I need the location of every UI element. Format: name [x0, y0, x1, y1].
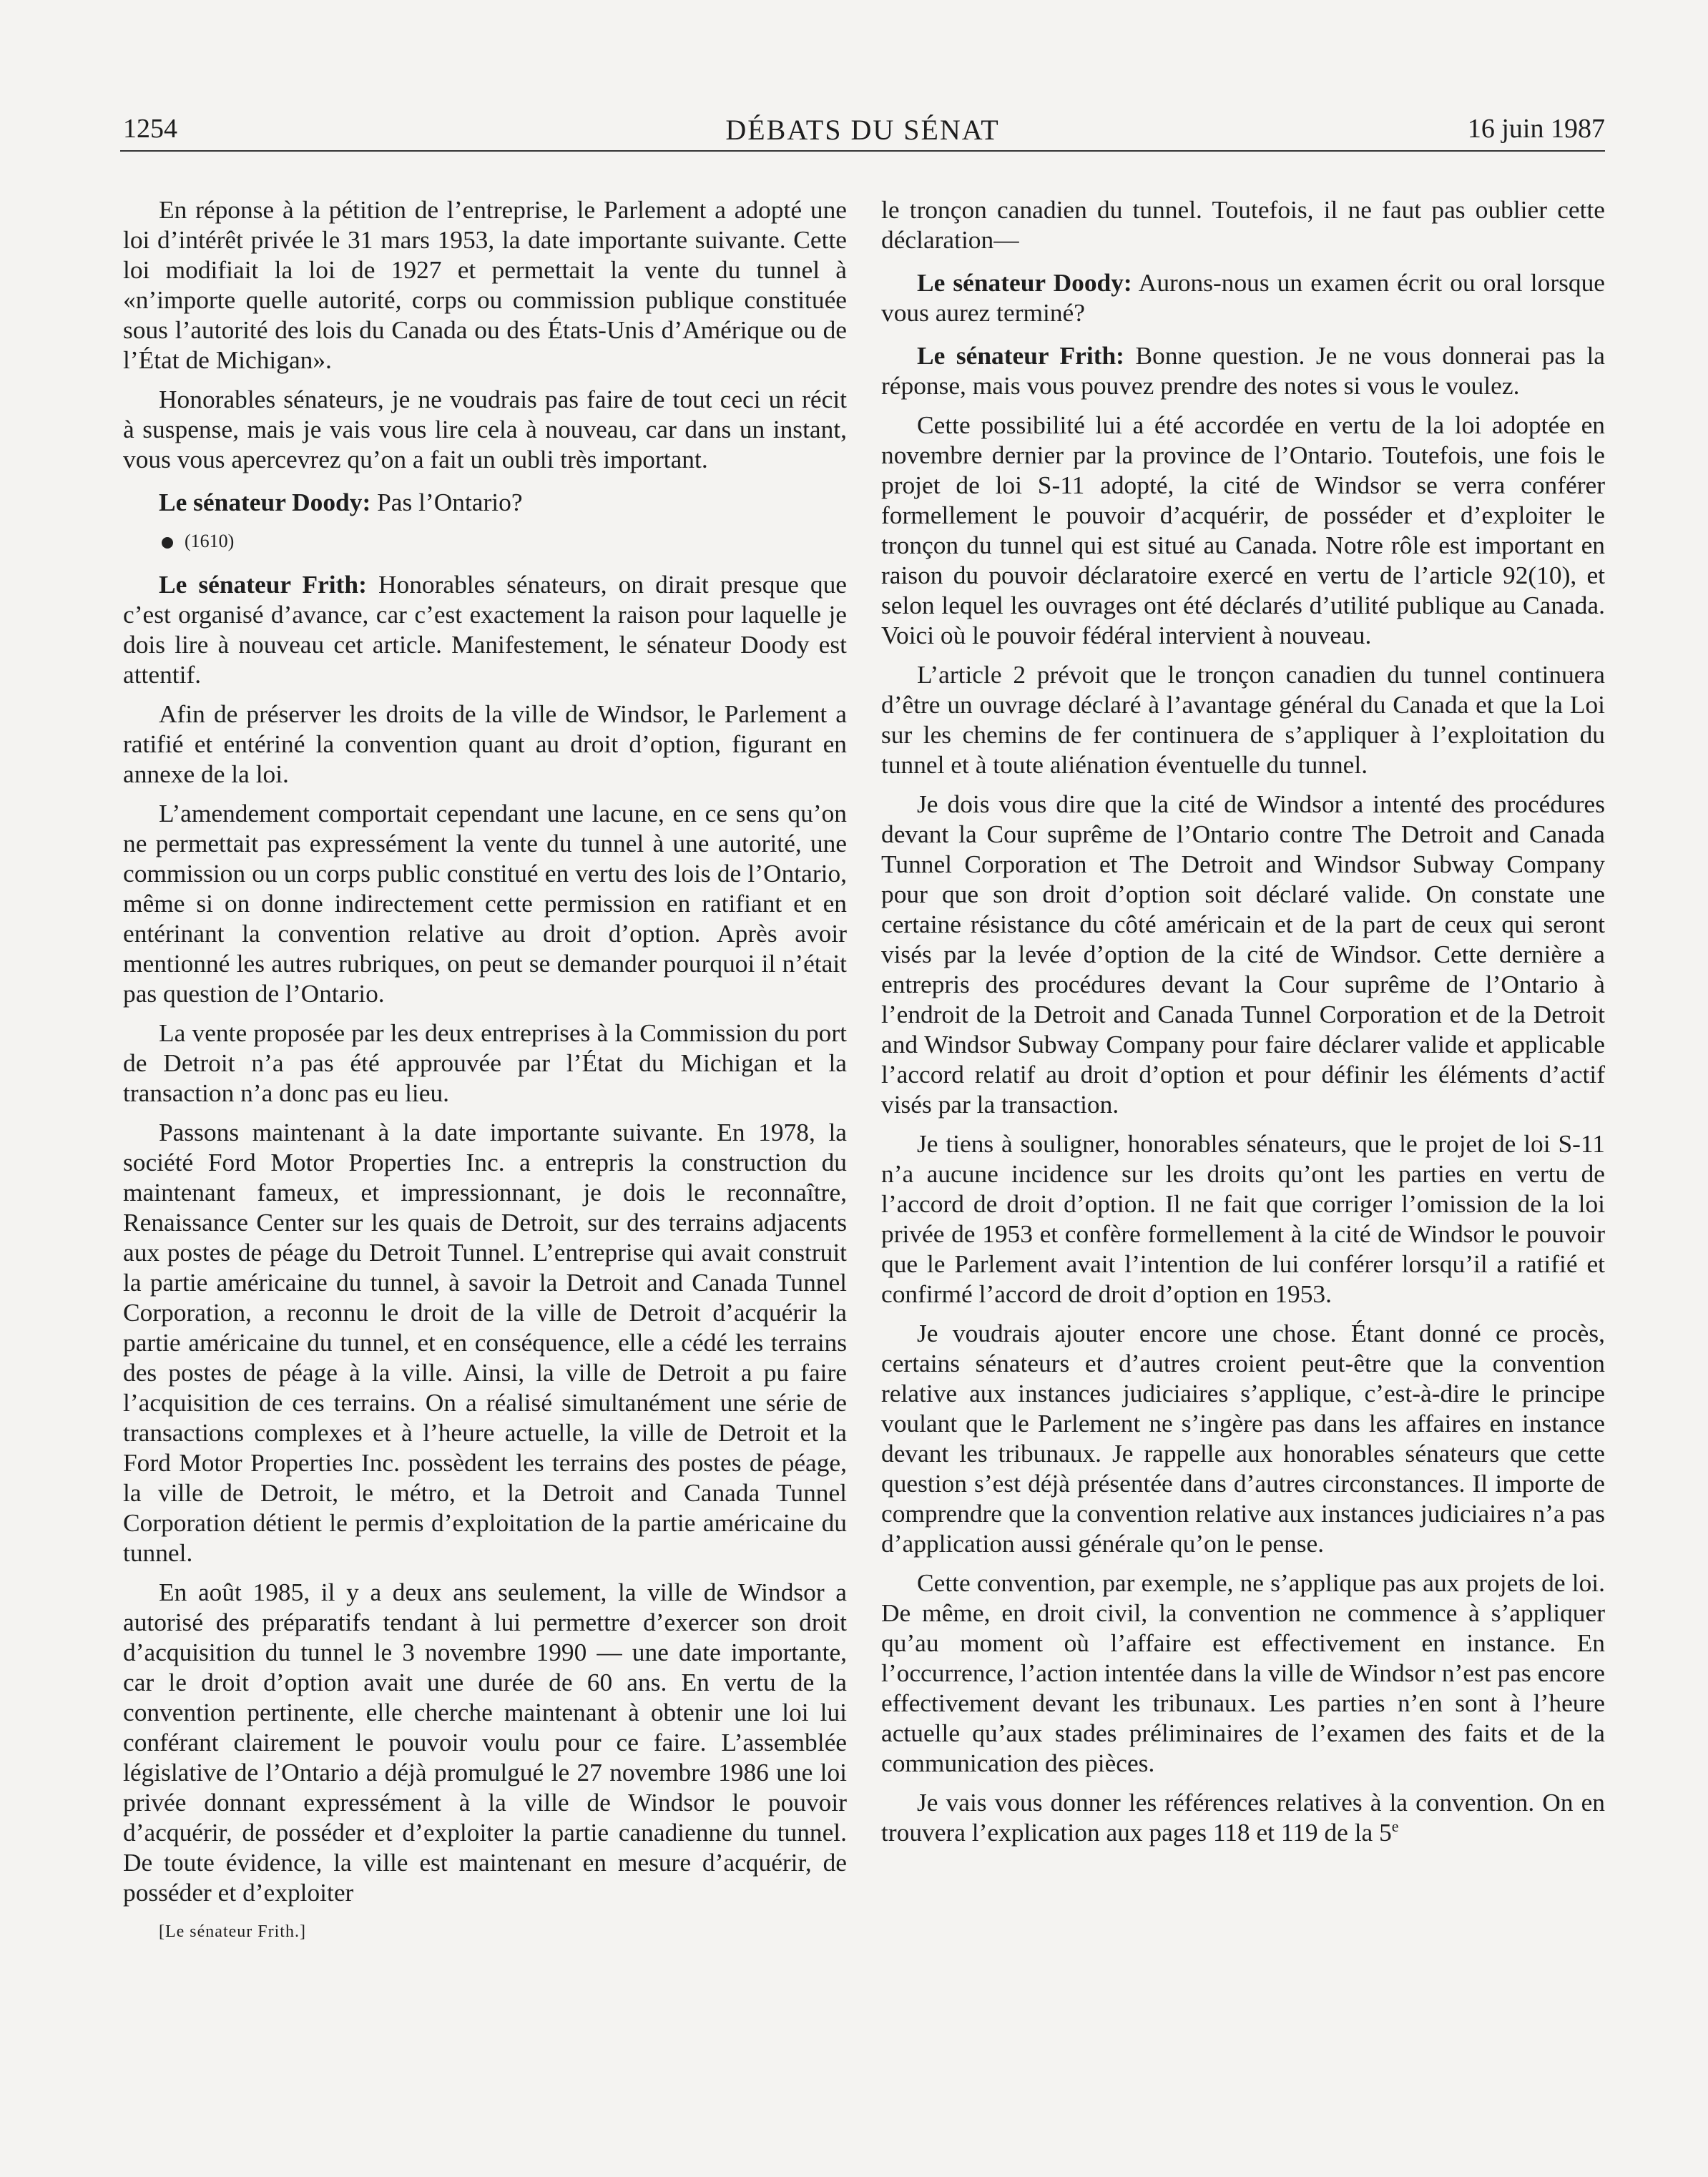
paragraph: Cette possibilité lui a été accordée en vertu de la loi adoptée en novembre dernier par la province de l’Ontario. Toutefois, une fois le projet de loi S-11 adopté, la cité de Windsor se verra conférer formellement le pouvoir d’acquérir, de posséder et d’exploiter le tronçon du tunnel qui est situé au Canada. Notre rôle est important en raison du pouvoir déclaratoire exercé en vertu de l’article 92(10), et selon lequel les ouvrages ont été déclarés d’utilité publique au Canada. Voici où le pouvoir fédéral intervient à nouveau.	[881, 411, 1605, 649]
paragraph: Passons maintenant à la date importante suivante. En 1978, la société Ford Motor Properties Inc. a entrepris la construction du maintenant fameux, et impressionnant, je dois le reconnaître, Renaissance Center sur les quais de Detroit, sur des terrains adjacents aux postes de péage du Detroit Tunnel. L’entreprise qui avait construit la partie américaine du tunnel, à savoir la Detroit and Canada Tunnel Corporation, a reconnu le droit de la ville de Detroit d’acquérir la partie américaine du tunnel, et en conséquence, elle a cédé les terrains des postes de péage à la ville. Ainsi, la ville de Detroit a pu faire l’acquisition de ces terrains. On a réalisé simultanément une série de transactions complexes et à l’heure actuelle, la ville de Detroit et la Ford Motor Properties Inc. possèdent les terrains des postes de péage, la ville de Detroit, le métro, et la Detroit and Canada Tunnel Corporation détient le permis d’exploitation de la partie américaine du tunnel.	[123, 1118, 847, 1567]
paragraph: Honorables sénateurs, je ne voudrais pas faire de tout ceci un récit à suspense, mais je vais vous lire cela à nouveau, car dans un instant, vous vous apercevrez qu’on a fait un oubli très important.	[123, 385, 847, 473]
paragraph: Je voudrais ajouter encore une chose. Étant donné ce procès, certains sénateurs et d’autres croient peut-être que la convention relative aux instances judiciaires s’applique, c’est-à-dire le principe voulant que le Parlement ne s’ingère pas dans les affaires en instance devant les tribunaux. Je rappelle aux honorables sénateurs que cette question s’est déjà présentée dans d’autres circonstances. Il importe de comprendre que la convention relative aux instances judiciaires n’a pas d’application aussi générale qu’on le pense.	[881, 1319, 1605, 1558]
speaker-name: Le sénateur Frith:	[917, 341, 1124, 370]
superscript: e	[1391, 1817, 1399, 1836]
speech-doody	[123, 487, 847, 517]
paragraph: Je tiens à souligner, honorables sénateurs, que le projet de loi S-11 n’a aucune incidence sur les droits qu’ont les parties en vertu de l’accord de droit d’option. Il ne fait que corriger l’omission de la loi privée de 1953 et confère formellement à la cité de Windsor le pouvoir que le Parlement avait l’intention de lui conférer lorsqu’il a ratifié et confirmé l’accord de droit d’option en 1953.	[881, 1129, 1605, 1308]
speech-doody	[881, 267, 1605, 328]
speech-text: Bonne question. Je ne vous donnerai pas la réponse, mais vous pouvez prendre des notes si vous le voulez.	[881, 341, 1606, 400]
paragraph: Cette convention, par exemple, ne s’applique pas aux projets de loi. De même, en droit civil, la convention ne commence à s’appliquer qu’au moment où l’affaire est effectivement en instance. En l’occurrence, l’action intentée dans la ville de Windsor n’est pas encore effectivement devant les tribunaux. Les parties n’en sont à l’heure actuelle qu’aux stades préliminaires de l’examen des faits et de la communication des pièces.	[881, 1568, 1605, 1777]
paragraph-continued: le tronçon canadien du tunnel. Toutefois, il ne faut pas oublier cette déclaration—	[881, 195, 1605, 254]
paragraph: L’article 2 prévoit que le tronçon canadien du tunnel continuera d’être un ouvrage déclaré à l’avantage général du Canada et que la Loi sur les chemins de fer continuera de s’appliquer à l’exploitation du tunnel et à toute aliénation éventuelle du tunnel.	[881, 660, 1605, 779]
speech-text: Honorables sénateurs, on dirait presque que c’est organisé d’avance, car c’est exactement la raison pour laquelle je dois lire à nouveau cet article. Manifestement, le sénateur Doody est attentif.	[123, 570, 848, 689]
paragraph: En réponse à la pétition de l’entreprise, le Parlement a adopté une loi d’intérêt privée le 31 mars 1953, la date importante suivante. Cette loi modifiait la loi de 1927 et permettait la vente du tunnel à «n’importe quelle autorité, corps ou commission publique constituée sous l’autorité des lois du Canada ou des États-Unis d’Amérique ou de l’État de Michigan».	[123, 195, 847, 374]
speaker-name: Le sénateur Doody:	[917, 268, 1132, 297]
paragraph	[881, 1787, 1605, 1847]
page-header	[120, 107, 1605, 152]
publication-date: 16 juin 1987	[1467, 114, 1605, 144]
paragraph: La vente proposée par les deux entreprises à la Commission du port de Detroit n’a pas été approuvée par l’État du Michigan et la transaction n’a donc pas eu lieu.	[123, 1018, 847, 1107]
paragraph: Je dois vous dire que la cité de Windsor a intenté des procédures devant la Cour suprême de l’Ontario contre The Detroit and Canada Tunnel Corporation et The Detroit and Windsor Subway Company pour que son droit d’option soit déclaré valide. On constate une certaine résistance du côté américain et de la part de ceux qui seront visés par la levée d’option de la cité de Windsor. Cette dernière a entrepris des procédures devant la Cour suprême de l’Ontario à l’endroit de la Detroit and Canada Tunnel Corporation et de la Detroit and Windsor Subway Company pour faire déclarer valide et applicable l’accord relatif au droit d’option et pour définir les éléments d’actif visés par la transaction.	[881, 790, 1605, 1119]
paragraph: Afin de préserver les droits de la ville de Windsor, le Parlement a ratifié et entériné la convention quant au droit d’option, figurant en annexe de la loi.	[123, 699, 847, 788]
page-number: 1254	[123, 114, 177, 144]
speaker-footnote: [Le sénateur Frith.]	[159, 1922, 306, 1941]
speech-text: Pas l’Ontario?	[370, 488, 523, 516]
speaker-name: Le sénateur Frith:	[159, 570, 367, 599]
time-marker	[123, 526, 847, 556]
right-column	[881, 195, 1605, 1857]
speech-frith	[123, 569, 847, 689]
paragraph: En août 1985, il y a deux ans seulement, la ville de Windsor a autorisé des préparatifs tendant à lui permettre d’exercer son droit d’acquisition du tunnel le 3 novembre 1990 — une date importante, car le droit d’option avait une durée de 60 ans. En vertu de la convention pertinente, elle cherche maintenant à obtenir une loi lui conférant clairement le pouvoir voulu pour ce faire. L’assemblée législative de l’Ontario a déjà promulgué le 27 novembre 1986 une loi privée donnant expressément à la ville de Windsor le pouvoir d’acquérir, de posséder et d’exploiter la partie canadienne du tunnel. De toute évidence, la ville est maintenant en mesure d’acquérir, de posséder et d’exploiter	[123, 1578, 847, 1907]
paragraph: L’amendement comportait cependant une lacune, en ce sens qu’on ne permettait pas expressément la vente du tunnel à une autorité, une commission ou un corps public constitué en vertu des lois de l’Ontario, même si on donne indirectement cette permission en ratifiant et en entérinant la convention relative au droit d’option. Après avoir mentionné les autres rubriques, on peut se demander pourquoi il n’était pas question de l’Ontario.	[123, 799, 847, 1008]
speaker-name: Le sénateur Doody:	[159, 488, 371, 516]
left-column	[123, 195, 847, 1956]
speech-text: Aurons-nous un examen écrit ou oral lorsque vous aurez terminé?	[881, 268, 1605, 327]
speech-frith	[881, 340, 1605, 400]
time-stamp: (1610)	[185, 531, 235, 551]
publication-title: DÉBATS DU SÉNAT	[725, 114, 1000, 146]
paragraph-text: Je vais vous donner les références relatives à la convention. On en trouvera l’explication aux pages 118 et 119 de la 5	[881, 1788, 1605, 1847]
bullet-icon	[162, 537, 173, 549]
